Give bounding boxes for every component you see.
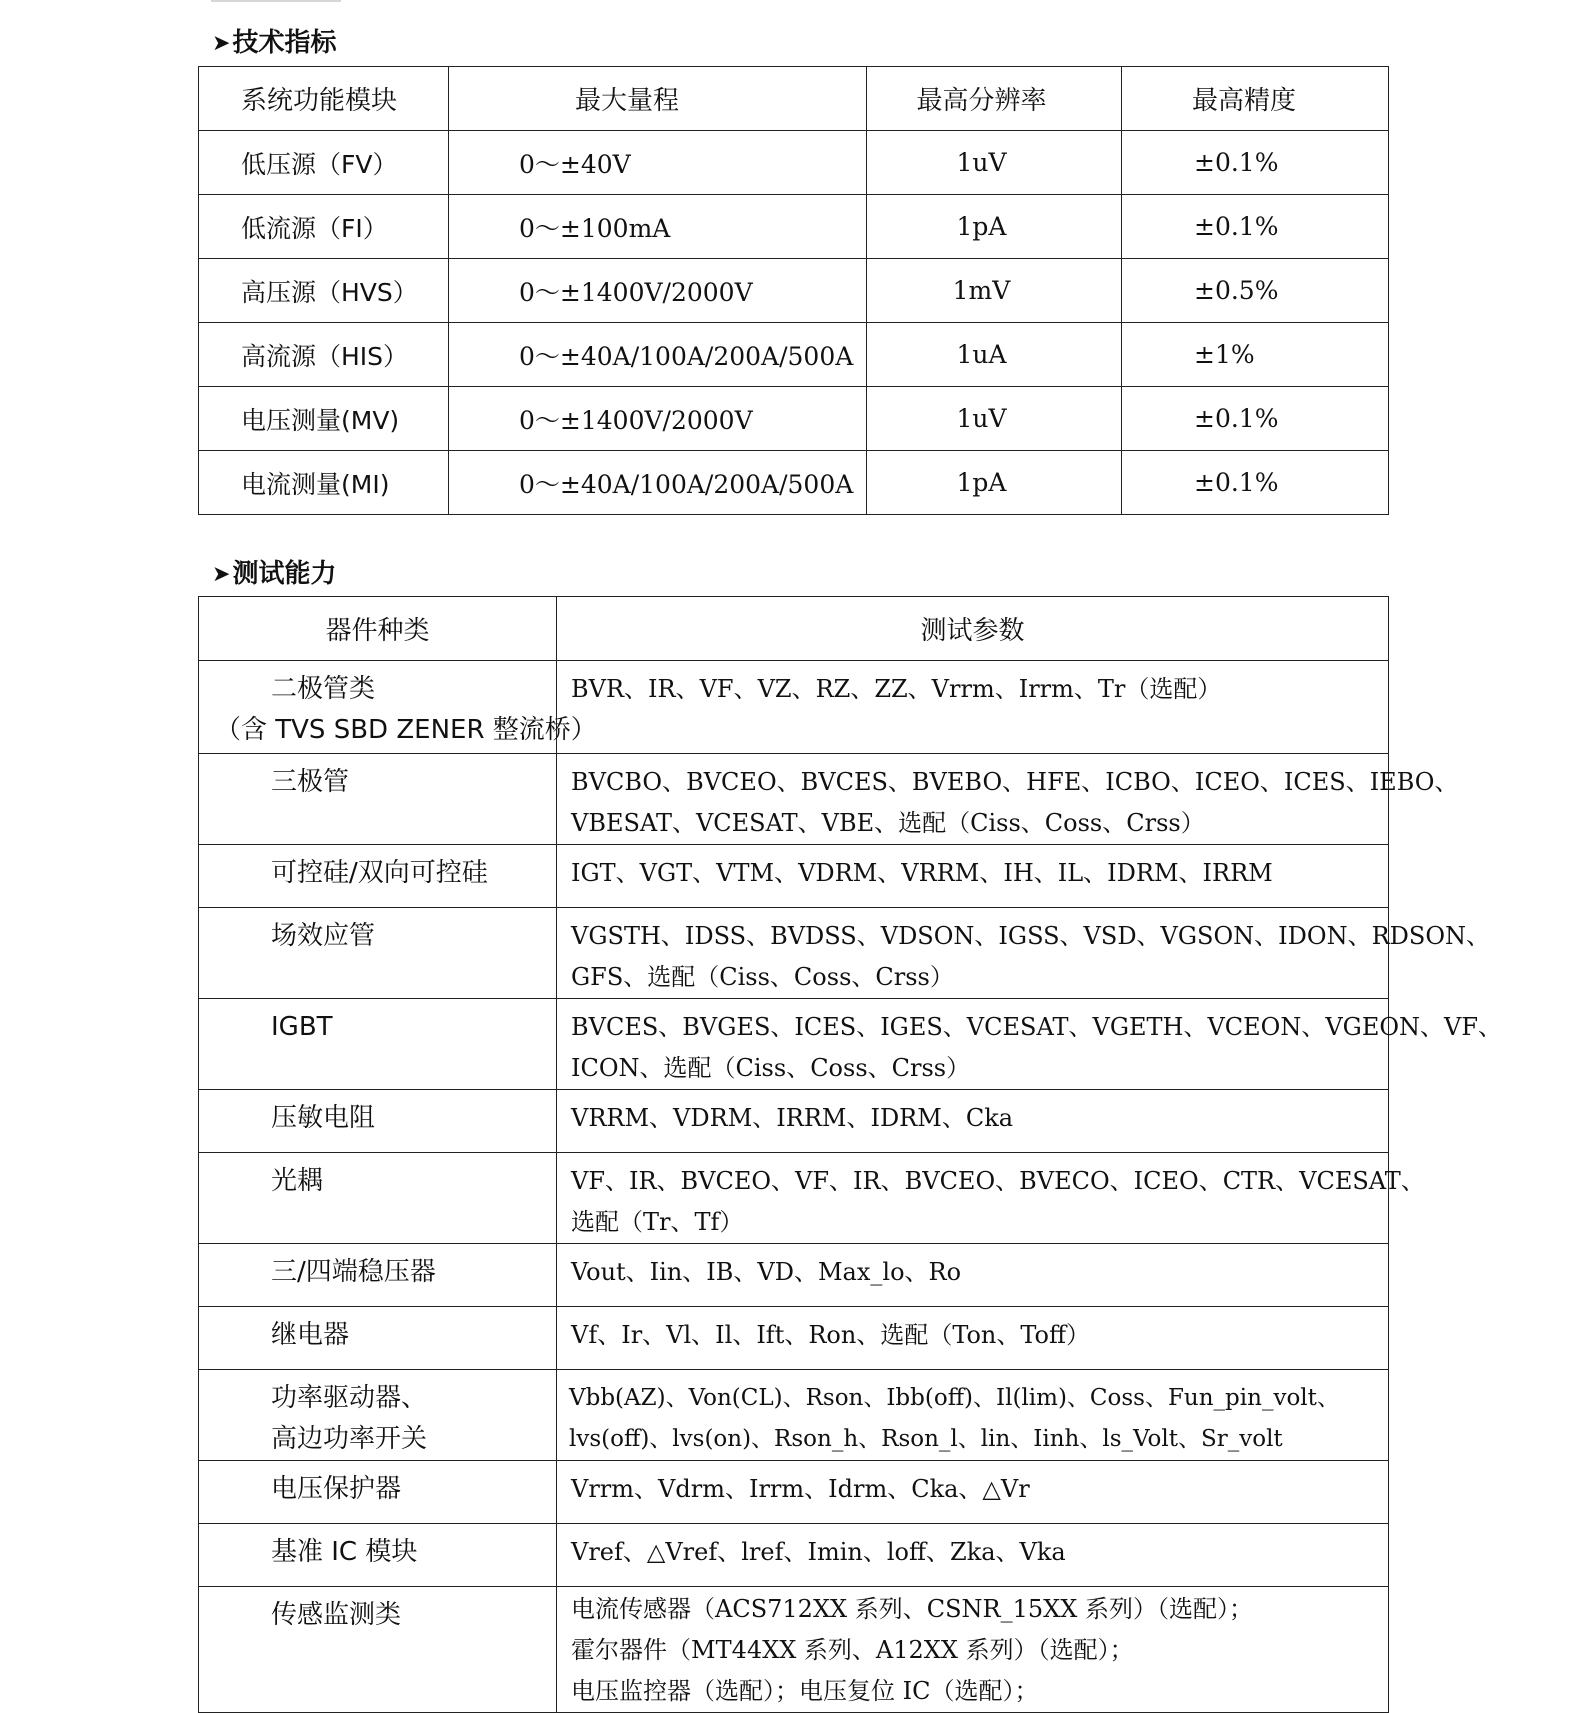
- spec-cell-range: 0～±40A/100A/200A/500A: [449, 451, 867, 515]
- param-line: IGT、VGT、VTM、VDRM、VRRM、IH、IL、IDRM、IRRM: [571, 859, 1273, 887]
- cap-cell-params: [557, 845, 1389, 908]
- device-name-line: 高边功率开关: [271, 1424, 428, 1454]
- section-title-capability: [212, 557, 336, 593]
- spec-cell-resolution: 1uV: [867, 131, 1122, 195]
- device-name-line: 传感监测类: [271, 1600, 402, 1630]
- spec-cell-module: 电流测量(MI): [199, 451, 449, 515]
- spec-cell-module: 电压测量(MV): [199, 387, 449, 451]
- cap-cell-device: [199, 1153, 557, 1244]
- table-row: [199, 1524, 1389, 1587]
- table-row: [199, 661, 1389, 754]
- spec-cell-resolution: 1mV: [867, 259, 1122, 323]
- spec-cell-resolution: 1pA: [867, 195, 1122, 259]
- param-line: VF、IR、BVCEO、VF、IR、BVCEO、BVECO、ICEO、CTR、VCESAT、: [571, 1167, 1425, 1195]
- capability-table: [198, 596, 1503, 1713]
- cap-cell-device: [199, 999, 557, 1090]
- spec-cell-resolution: 1pA: [867, 451, 1122, 515]
- table-row: [199, 387, 1389, 451]
- param-line: BVCES、BVGES、ICES、IGES、VCESAT、VGETH、VCEON、VGEON、VF、: [571, 1013, 1503, 1041]
- param-line: 选配（Tr、Tf）: [571, 1208, 744, 1236]
- spec-cell-resolution: 1uA: [867, 323, 1122, 387]
- spec-cell-accuracy: ±0.1%: [1122, 131, 1389, 195]
- device-name-line: 压敏电阻: [271, 1103, 376, 1133]
- spec-cell-module: 高流源（HIS）: [199, 323, 449, 387]
- param-line: Vref、△Vref、lref、Imin、loff、Zka、Vka: [571, 1538, 1066, 1566]
- cap-cell-params: [557, 999, 1503, 1090]
- table-row: [199, 1587, 1389, 1713]
- spec-cell-accuracy: ±0.1%: [1122, 451, 1389, 515]
- cap-cell-params: [557, 1524, 1389, 1587]
- section-title-specs: [212, 26, 336, 62]
- device-name-line: （含 TVS SBD ZENER 整流桥）: [215, 715, 597, 745]
- spec-cell-module: 高压源（HVS）: [199, 259, 449, 323]
- param-line: 电流传感器（ACS712XX 系列、CSNR_15XX 系列）（选配）；: [571, 1595, 1253, 1623]
- spec-cell-range: 0～±1400V/2000V: [449, 259, 867, 323]
- device-name-line: 电压保护器: [271, 1474, 402, 1504]
- param-line: Vf、Ir、Vl、Il、Ift、Ron、选配（Ton、Toff）: [571, 1321, 1091, 1349]
- spec-cell-accuracy: ±0.1%: [1122, 195, 1389, 259]
- device-name-line: 三极管: [271, 767, 350, 797]
- spec-header-range: 最大量程: [449, 67, 867, 131]
- table-row: [199, 908, 1389, 999]
- cap-cell-device: [199, 661, 597, 754]
- cap-cell-params: [557, 1370, 1389, 1461]
- top-rule: [211, 0, 341, 2]
- spec-cell-range: 0～±40A/100A/200A/500A: [449, 323, 867, 387]
- cap-cell-params: [557, 1307, 1389, 1370]
- device-name-line: 功率驱动器、: [271, 1383, 428, 1413]
- spec-header-resolution: 最高分辨率: [867, 67, 1122, 131]
- cap-cell-device: [199, 845, 557, 908]
- table-row: [199, 451, 1389, 515]
- table-row: [199, 195, 1389, 259]
- cap-cell-device: [199, 1524, 557, 1587]
- param-line: 霍尔器件（MT44XX 系列、A12XX 系列）（选配）；: [571, 1636, 1134, 1664]
- table-row: [199, 1370, 1389, 1461]
- spec-cell-range: 0～±40V: [449, 131, 867, 195]
- arrow-bullet-icon: ➤: [212, 562, 231, 587]
- cap-cell-params: [557, 1461, 1389, 1524]
- cap-cell-params: [557, 1153, 1425, 1244]
- capability-table-header-row: [199, 597, 1389, 661]
- cap-cell-device: [199, 1090, 557, 1153]
- device-name-line: IGBT: [271, 1012, 333, 1042]
- cap-cell-params: [557, 908, 1491, 999]
- param-line: VBESAT、VCESAT、VBE、选配（Ciss、Coss、Crss）: [571, 809, 1205, 837]
- spec-table: [198, 66, 1389, 515]
- param-line: BVR、IR、VF、VZ、RZ、ZZ、Vrrm、Irrm、Tr（选配）: [571, 675, 1222, 703]
- table-row: [199, 1307, 1389, 1370]
- spec-table-header-row: [199, 67, 1389, 131]
- cap-cell-device: [199, 1307, 557, 1370]
- cap-cell-params: [557, 1090, 1389, 1153]
- spec-cell-accuracy: ±0.5%: [1122, 259, 1389, 323]
- spec-header-accuracy: 最高精度: [1122, 67, 1389, 131]
- cap-cell-device: [199, 1370, 557, 1461]
- section-title-text: 测试能力: [232, 559, 337, 589]
- table-row: [199, 1153, 1389, 1244]
- device-name-line: 继电器: [271, 1320, 350, 1350]
- spec-cell-accuracy: ±1%: [1122, 323, 1389, 387]
- param-line: Vrrm、Vdrm、Irrm、Idrm、Cka、△Vr: [571, 1475, 1030, 1503]
- spec-cell-range: 0～±1400V/2000V: [449, 387, 867, 451]
- cap-cell-device: [199, 908, 557, 999]
- cap-cell-params: [557, 1587, 1389, 1713]
- spec-cell-resolution: 1uV: [867, 387, 1122, 451]
- table-row: [199, 1090, 1389, 1153]
- table-row: [199, 1461, 1389, 1524]
- cap-cell-device: [199, 754, 557, 845]
- param-line: lvs(off)、lvs(on)、Rson_h、Rson_l、lin、Iinh、ls_Volt、Sr_volt: [569, 1426, 1283, 1452]
- cap-header-params: 测试参数: [557, 597, 1389, 661]
- device-name-line: 基准 IC 模块: [271, 1537, 418, 1567]
- param-line: Vout、Iin、IB、VD、Max_lo、Ro: [571, 1258, 962, 1286]
- device-name-line: 二极管类: [271, 674, 376, 704]
- cap-cell-params: [557, 1244, 1389, 1307]
- param-line: 电压监控器（选配）；电压复位 IC（选配）；: [571, 1677, 1039, 1705]
- param-line: VGSTH、IDSS、BVDSS、VDSON、IGSS、VSD、VGSON、IDON、RDSON、: [571, 922, 1491, 950]
- arrow-bullet-icon: ➤: [212, 31, 231, 56]
- spec-cell-module: 低流源（FI）: [199, 195, 449, 259]
- cap-cell-device: [199, 1461, 557, 1524]
- cap-header-device: 器件种类: [199, 597, 557, 661]
- param-line: BVCBO、BVCEO、BVCES、BVEBO、HFE、ICBO、ICEO、ICES、IEBO、: [571, 768, 1459, 796]
- table-row: [199, 1244, 1389, 1307]
- param-line: Vbb(AZ)、Von(CL)、Rson、Ibb(off)、Il(lim)、Coss、Fun_pin_volt、: [569, 1385, 1340, 1411]
- table-row: [199, 999, 1389, 1090]
- section-title-text: 技术指标: [232, 28, 337, 58]
- param-line: GFS、选配（Ciss、Coss、Crss）: [571, 963, 954, 991]
- spec-cell-accuracy: ±0.1%: [1122, 387, 1389, 451]
- spec-header-module: 系统功能模块: [199, 67, 449, 131]
- cap-cell-device: [199, 1244, 557, 1307]
- table-row: [199, 845, 1389, 908]
- table-row: [199, 131, 1389, 195]
- spec-cell-module: 低压源（FV）: [199, 131, 449, 195]
- cap-cell-params: [557, 661, 1389, 754]
- table-row: [199, 754, 1389, 845]
- param-line: ICON、选配（Ciss、Coss、Crss）: [571, 1054, 971, 1082]
- device-name-line: 三/四端稳压器: [271, 1257, 436, 1287]
- device-name-line: 场效应管: [271, 921, 376, 951]
- device-name-line: 光耦: [271, 1166, 324, 1196]
- spec-cell-range: 0～±100mA: [449, 195, 867, 259]
- param-line: VRRM、VDRM、IRRM、IDRM、Cka: [571, 1104, 1014, 1132]
- cap-cell-params: [557, 754, 1459, 845]
- table-row: [199, 323, 1389, 387]
- table-row: [199, 259, 1389, 323]
- device-name-line: 可控硅/双向可控硅: [271, 858, 488, 888]
- cap-cell-device: [199, 1587, 557, 1713]
